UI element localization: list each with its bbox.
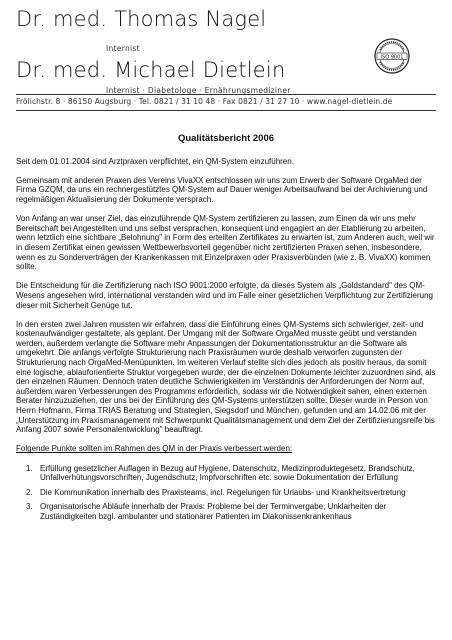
report-title: Qualitätsbericht 2006 xyxy=(177,133,275,144)
iso-certification-seal xyxy=(374,38,410,74)
list-item xyxy=(16,464,436,483)
list-item-number: 1. xyxy=(26,463,33,473)
doctor-role-nagel: Internist xyxy=(106,44,140,53)
list-item-text: Erfüllung gesetzlicher Auflagen in Bezug auf Hygiene, Datenschutz, Medizinproduktegesetz, Brandschutz, Unfallverhütungsvorschriften, Jugendschutz, Impfvorschriften etc. sowie Dokumentation der Erfüllung xyxy=(40,463,415,483)
letterhead-divider-top xyxy=(16,94,436,95)
list-item-number: 3. xyxy=(26,502,33,512)
practice-address: Frölichstr. 8 · 86150 Augsburg · Tel. 0821 / 31 10 48 · Fax 0821 / 31 27 10 · www.nagel-dietlein.de xyxy=(16,97,393,106)
list-item-number: 2. xyxy=(26,487,33,497)
paragraph: Gemeinsam mit anderen Praxen des Vereins VivaXX entschlossen wir uns zum Erwerb der Software OrgaMed der Firma GZQM, da uns ein rechnergestütztes QM-System auf Dauer weniger Arbeitsaufwand bei der Archivierung und regelmäßigen Aktualisierung der Dokumente versprach. xyxy=(16,175,428,204)
paragraph: Die Entscheidung für die Zertifizierung nach ISO 9001:2000 erfolgte, da dieses System als „Goldstandard" des QM-Wesens angesehen wird, international verstanden wird und im Falle einer gesetzlichen Verpflichtung zur Zertifizierung dieser mit Sicherheit Genüge tut. xyxy=(16,281,433,310)
doctor-name-dietlein: Dr. med. Michael Dietlein xyxy=(16,58,286,82)
list-item-text: Organisatorische Abläufe innerhalb der Praxis: Probleme bei der Terminvergabe, Unklarheiten der Zuständigkeiten bzgl. ambulanter und stationärer Patienten im Diakonissenkrankenhaus xyxy=(40,502,387,521)
list-item-text: Die Kommunikation innerhalb des Praxisteams, incl. Regelungen für Urlaubs- und Krankheitsvertretung xyxy=(40,487,406,497)
doctor-role-dietlein: Internist · Diabetologe · Ernährungsmediziner xyxy=(106,86,291,95)
list-item xyxy=(16,502,436,521)
paragraph: Von Anfang an war unser Ziel, das einzuführende QM-System zertifizieren zu lassen, zum Einen da wir uns mehr Bereitschaft bei Angestellten und uns selbst versprachen, konsequent und engagiert an der Etablierung zu arbeiten, wenn letztlich eine sichtbare „Belohnung" in Form des erteilten Zertifikates zu erwarten ist, zum Anderen auch, weil wir in diesem Zertifikat einen gewissen Wettbewerbsvorteil gegenüber nicht zertifizierten Praxen sehen, insbesondere, wenn es zu Sonderverträgen der Krankenkassen mit Einzelpraxen oder Praxisverbünden (wie z. B. VivaXX) kommen sollte. xyxy=(16,214,435,272)
list-heading: Folgende Punkte sollten im Rahmen des QM in der Praxis verbessert werden: xyxy=(16,444,293,454)
improvement-list xyxy=(16,464,436,522)
paragraph: In den ersten zwei Jahren mussten wir erfahren, dass die Einführung eines QM-Systems sich schwieriger, zeit- und kostenaufwändiger gestaltete, als geplant. Der Umgang mit der Software OrgaMed musste geübt und verstanden werden, außerdem verlangte die Software mehr Anpassungen der Dokumentationsstruktur an die Software als umgekehrt. Die anfangs verfolgte Strukturierung nach Praxisräumen wurde deshalb verworfen zugunsten der Strukturierung nach OrgaMed-Menüpunkten. Im weiteren Verlauf stellte sich dies jedoch als positiv heraus, da somit eine logische, ablauforientierte Struktur vorgegeben wurde, der die einzelnen Dokumente leichter zuzuordnen sind, als den einzelnen Räumen. Dennoch traten deutliche Schwierigkeiten im Verständnis der Anforderungen der Norm auf, außerdem waren Verbesserungen des Programms erforderlich, sodass wir die Notwendigkeit sahen, einen externen Berater hinzuzuziehen, der uns bei der Einführung des QM-Systems unterstützen sollte. Dieser wurde in Person von Herrn Hofmann, Firma TRIAS Beratung und Strategien, Siegsdorf und München, gefunden und am 14.02.06 mit der „Unterstützung im Praxismanagement mit Schwerpunkt Qualitätsmanagement und dem Ziel der Zertifizierungsreife bis Anfang 2007 sowie Personalentwicklung" beauftragt. xyxy=(16,319,436,435)
paragraph: Seit dem 01.01.2004 sind Arztpraxen verpflichtet, ein QM-System einzuführen. xyxy=(16,156,294,166)
doctor-name-nagel: Dr. med. Thomas Nagel xyxy=(16,7,267,31)
seal-label: ISO 9001 xyxy=(380,54,404,61)
letterhead-divider-bottom xyxy=(16,110,436,111)
document-body xyxy=(16,134,436,527)
list-item xyxy=(16,488,436,498)
